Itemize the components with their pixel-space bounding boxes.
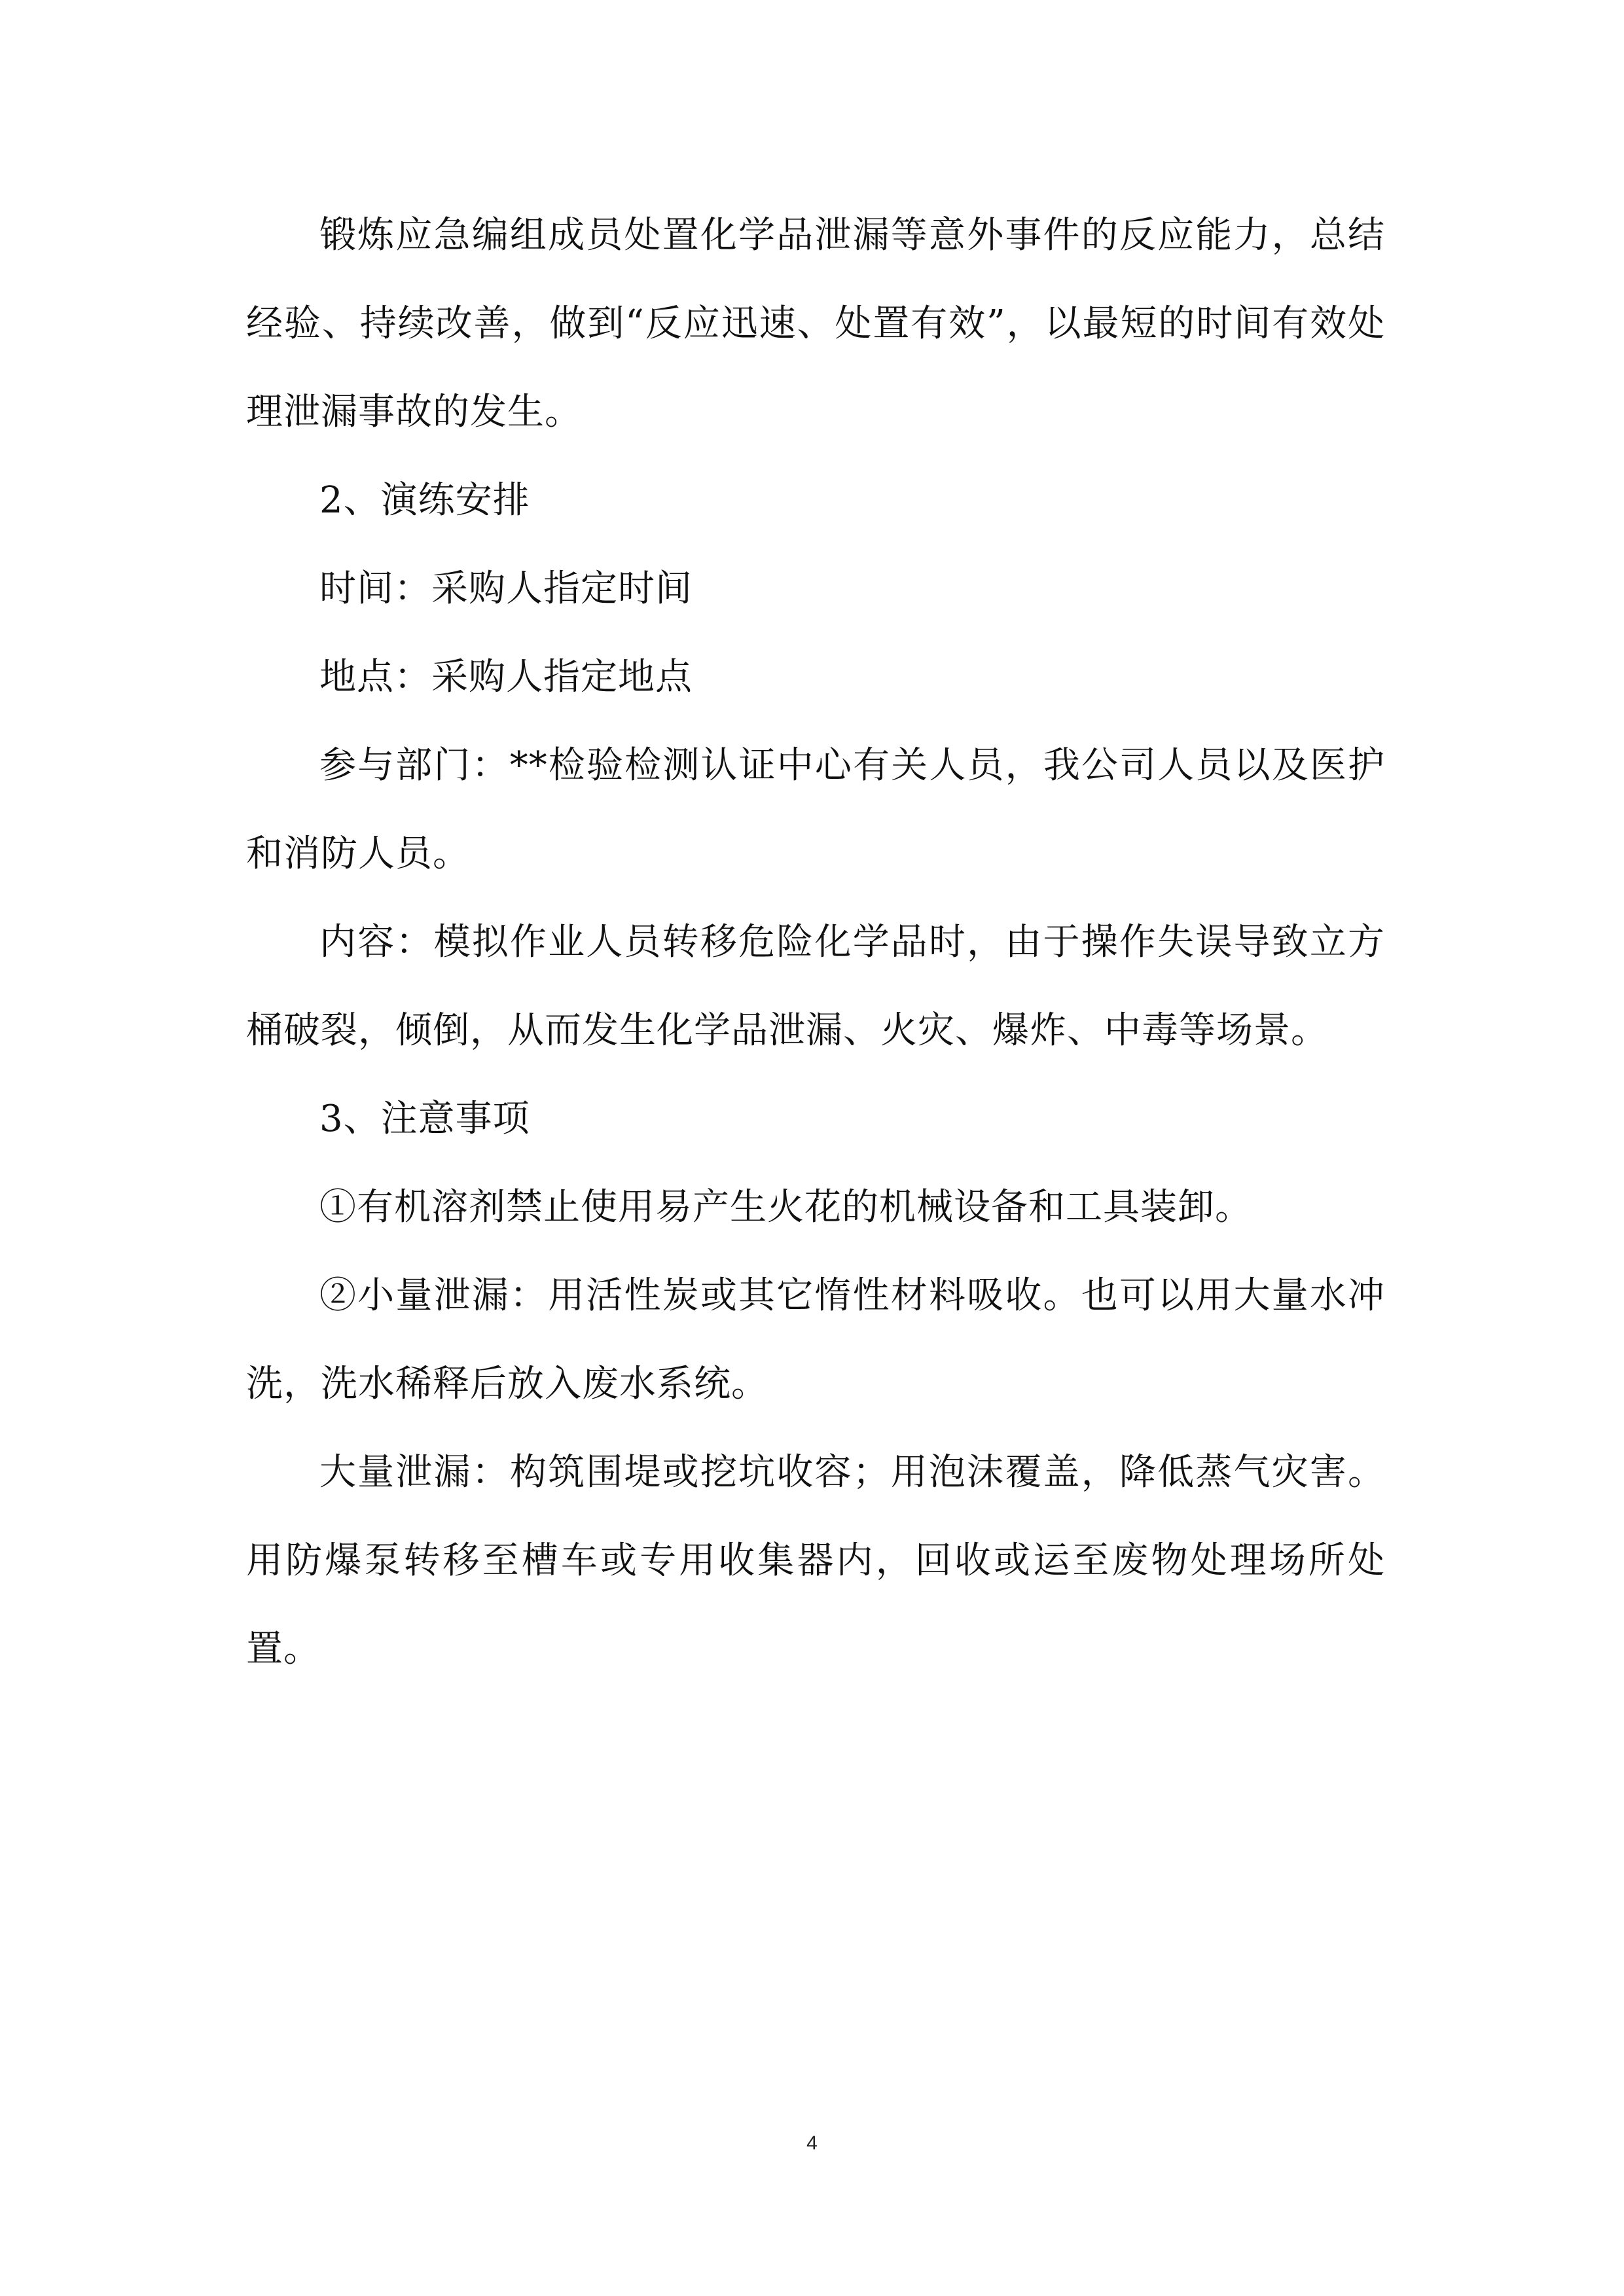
paragraph-precaution-1: ①有机溶剂禁止使用易产生火花的机械设备和工具装卸。 bbox=[319, 1186, 1252, 1229]
paragraph-drill-purpose: 锻炼应急编组成员处置化学品泄漏等意外事件的反应能力，总结经验、持续改善，做到“反应迅速、处置有效”，以最短的时间有效处理泄漏事故的发生。 bbox=[246, 214, 1385, 433]
paragraph-participants: 参与部门：**检验检测认证中心有关人员，我公司人员以及医护和消防人员。 bbox=[246, 744, 1385, 875]
paragraph-content: 内容：模拟作业人员转移危险化学品时，由于操作失误导致立方桶破裂，倾倒，从而发生化学品泄漏、火灾、爆炸、中毒等场景。 bbox=[246, 921, 1385, 1052]
document-body bbox=[246, 191, 1385, 1693]
heading-precautions: 3、注意事项 bbox=[319, 1098, 530, 1140]
paragraph-large-leak: 大量泄漏：构筑围堤或挖坑收容；用泡沫覆盖，降低蒸气灾害。用防爆泵转移至槽车或专用收集器内，回收或运至废物处理场所处置。 bbox=[246, 1451, 1385, 1670]
paragraph-location: 地点：采购人指定地点 bbox=[319, 656, 693, 698]
heading-drill-arrangement: 2、演练安排 bbox=[319, 479, 530, 522]
paragraph-time: 时间：采购人指定时间 bbox=[319, 567, 693, 610]
page-number: 4 bbox=[806, 2132, 818, 2154]
paragraph-small-leak: ②小量泄漏：用活性炭或其它惰性材料吸收。也可以用大量水冲洗，洗水稀释后放入废水系统。 bbox=[246, 1274, 1385, 1405]
